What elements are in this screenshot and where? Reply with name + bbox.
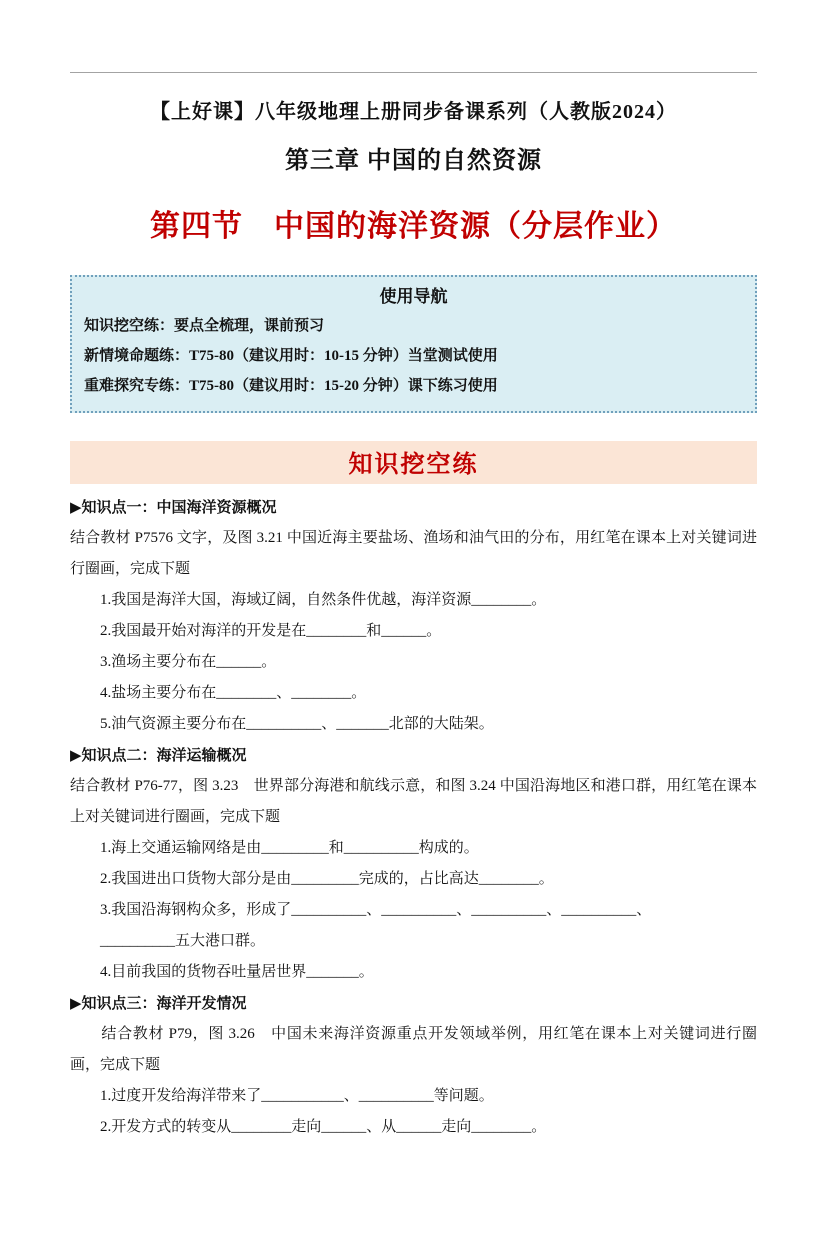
knowledge-section-3: [70, 988, 757, 1143]
usage-nav-title: 使用导航: [379, 287, 448, 306]
fill-blank-question: 1.过度开发给海洋带来了___________、__________等问题。: [100, 1088, 494, 1104]
usage-nav-item-difficult: 重难探究专练：T75-80（建议用时：15-20 分钟）课下练习使用: [84, 378, 498, 394]
knowledge-section-2: [70, 740, 757, 988]
top-divider: [70, 72, 757, 73]
knowledge-point-heading: ▶知识点一：中国海洋资源概况: [70, 499, 277, 516]
fill-blank-question: 2.开发方式的转变从________走向______、从______走向________。: [100, 1119, 547, 1135]
chapter-title: 第三章 中国的自然资源: [285, 148, 542, 174]
section-intro-text: 结合教材 P76-77，图 3.23 世界部分海港和航线示意，和图 3.24 中国沿海地区和港口群，用红笔在课本上对关键词进行圈画，完成下题: [70, 778, 757, 825]
usage-nav-box: [70, 275, 757, 413]
fill-blank-question: 4.盐场主要分布在________、________。: [100, 685, 367, 701]
fill-blank-question: 3.渔场主要分布在______。: [100, 654, 277, 670]
fill-blank-question: 2.我国进出口货物大部分是由_________完成的，占比高达________。: [100, 871, 554, 887]
usage-nav-item-new-context: 新情境命题练：T75-80（建议用时：10-15 分钟）当堂测试使用: [84, 348, 498, 364]
fill-blank-question: 1.海上交通运输网络是由_________和__________构成的。: [100, 840, 479, 856]
module-banner-title: 知识挖空练: [348, 451, 479, 478]
fill-blank-question: 2.我国最开始对海洋的开发是在________和______。: [100, 623, 442, 639]
sections-container: [70, 492, 757, 1143]
knowledge-point-heading: ▶知识点三：海洋开发情况: [70, 995, 247, 1012]
header-series-title: 【上好课】八年级地理上册同步备课系列（人教版2024）: [150, 101, 677, 123]
module-banner: [70, 441, 757, 484]
knowledge-point-heading: ▶知识点二：海洋运输概况: [70, 747, 247, 764]
usage-nav-item-knowledge: 知识挖空练：要点全梳理，课前预习: [84, 318, 325, 334]
fill-blank-question: 5.油气资源主要分布在__________、_______北部的大陆架。: [100, 716, 494, 732]
knowledge-section-1: [70, 492, 757, 740]
section-title: 第四节 中国的海洋资源（分层作业）: [150, 210, 677, 243]
section-intro-text: 结合教材 P79，图 3.26 中国未来海洋资源重点开发领域举例，用红笔在课本上对关键词进行圈画，完成下题: [70, 1026, 757, 1073]
fill-blank-question: 1.我国是海洋大国，海域辽阔，自然条件优越，海洋资源________。: [100, 592, 547, 608]
fill-blank-question: __________五大港口群。: [100, 933, 266, 949]
section-intro-text: 结合教材 P7576 文字，及图 3.21 中国近海主要盐场、渔场和油气田的分布，用红笔在课本上对关键词进行圈画，完成下题: [70, 530, 757, 577]
fill-blank-question: 4.目前我国的货物吞吐量居世界_______。: [100, 964, 374, 980]
fill-blank-question: 3.我国沿海钢构众多，形成了__________、__________、__________、__________、: [100, 902, 652, 918]
worksheet-page: [0, 72, 827, 1241]
